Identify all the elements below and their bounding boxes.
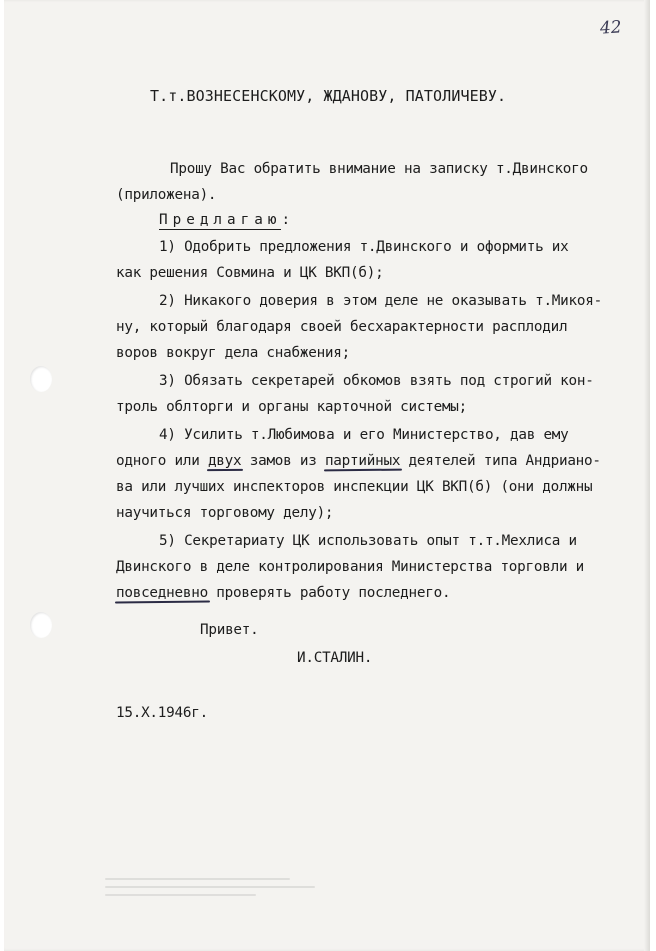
item-2-line-1: 2) Никакого доверия в этом деле не оказывать т.Микоя- — [159, 293, 602, 309]
intro-line-2: (приложена). — [116, 187, 217, 203]
handwritten-underlined-word: партийных — [324, 453, 401, 469]
item-1-line-2: как решения Совмина и ЦК ВКП(б); — [116, 265, 384, 281]
intro-line-1: Прошу Вас обратить внимание на записку т.Двинского — [170, 161, 588, 177]
item-4-line-2 — [116, 451, 601, 471]
item-4-line-1: 4) Усилить т.Любимова и его Министерство, дав ему — [159, 427, 569, 443]
item-2-line-3: воров вокруг дела снабжения; — [116, 345, 351, 361]
item-3-line-1: 3) Обязать секретарей обкомов взять под строгий кон- — [159, 373, 594, 389]
item-1-line-1: 1) Одобрить предложения т.Двинского и оформить их — [159, 239, 569, 255]
punch-hole — [30, 612, 52, 638]
addressee-line: Т.т.ВОЗНЕСЕНСКОМУ, ЖДАНОВУ, ПАТОЛИЧЕВУ. — [150, 87, 507, 105]
handwritten-underlined-word: двух — [207, 453, 242, 469]
document-date: 15.X.1946г. — [116, 705, 208, 721]
item-5-line-1: 5) Секретариату ЦК использовать опыт т.т.Мехлиса и — [159, 533, 577, 549]
item-4-text: деятелей типа Андриано- — [400, 453, 601, 469]
propose-colon: : — [281, 212, 296, 228]
punch-hole — [30, 366, 52, 392]
item-4-text: одного или — [116, 453, 208, 469]
document-page — [4, 0, 650, 951]
item-4-text: замов из — [241, 453, 325, 469]
item-5-line-2: Двинского в деле контролирования Министерства торговли и — [116, 559, 585, 575]
propose-heading — [159, 210, 295, 230]
greeting: Привет. — [200, 622, 259, 638]
item-4-line-3: ва или лучших инспекторов инспекции ЦК ВКП(б) (они должны — [116, 479, 593, 495]
item-5-text: проверять работу последнего. — [207, 585, 451, 601]
faint-bleed-through-text — [105, 872, 315, 914]
item-5-line-3 — [116, 583, 450, 603]
propose-word: Предлагаю — [159, 212, 282, 228]
handwritten-underlined-word: повседневно — [116, 585, 208, 601]
handwritten-page-number: 42 — [599, 17, 623, 39]
item-3-line-2: троль облторги и органы карточной системы; — [116, 399, 468, 415]
signature: И.СТАЛИН. — [297, 650, 373, 666]
item-4-line-4: научиться торговому делу); — [116, 505, 334, 521]
page-edge-shadow — [644, 0, 650, 951]
item-2-line-2: ну, который благодаря своей бесхарактерности расплодил — [116, 319, 568, 335]
